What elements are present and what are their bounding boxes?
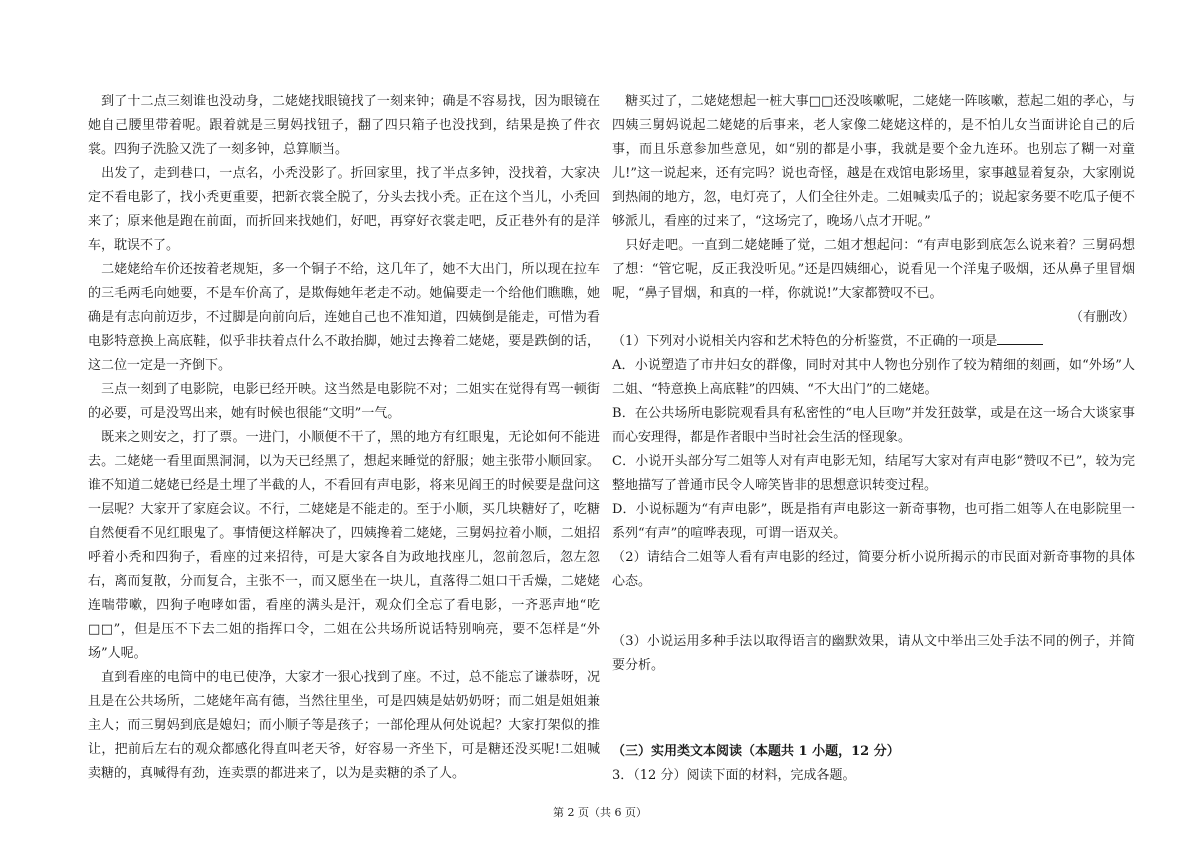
- right-column: [612, 90, 1135, 788]
- left-paragraph-5: 既来之则安之，打了票。一进门，小顺便不干了，黑的地方有红眼鬼，无论如何不能进去。二姥姥一看里面黑洞洞，以为天已经黑了，想起来睡觉的舒服；她主张带小顺回家。谁不知道二姥姥已经是土埋了半截的人，不看回有声电影，将来见阎王的时候要是盘问这一层呢？大家开了家庭会议。不行，二姥姥是不能走的。至于小顺，买几块糖好了，吃糖自然便看不见红眼鬼了。事情便这样解决了，四姨搀着二姥姥，三舅妈拉着小顺，二姐招呼着小秃和四狗子，看座的过来招待，可是大家各自为政地找座儿，忽前忽后，忽左忽右，离而复散，分而复合，主张不一，而又愿坐在一块儿，直落得二姐口干舌燥，二姥姥连喘带嗽，四狗子咆哮如雷，看座的满头是汗，观众们全忘了看电影，一齐恶声地“吃□□”，但是压不下去二姐的指挥口令，二姐在公共场所说话特别响亮，要不怎样是“外场”人呢。: [88, 430, 600, 661]
- left-paragraph-6: 直到看座的电筒中的电已使净，大家才一狠心找到了座。不过，总不能忘了谦恭呀，况且是在公共场所，二姥姥年高有德，当然往里坐，可是四姨是姑奶奶呀；而二姐是姐姐兼主人；而三舅妈到底是媳妇；而小顺子等是孩子；一部伦理从何处说起？大家打架似的推让，把前后左右的观众都感化得直叫老天爷，好容易一齐坐下，可是糖还没买呢!二姐喊卖糖的，真喊得有劲，连卖票的都进来了，以为是卖糖的杀了人。: [88, 670, 600, 781]
- question-1-text: （1）下列对小说相关内容和艺术特色的分析鉴赏，不正确的一项是: [612, 334, 998, 349]
- answer-blank: [997, 332, 1043, 345]
- left-column: [88, 90, 600, 786]
- question-1: [612, 330, 1135, 354]
- answer-space-2: [612, 594, 1135, 630]
- left-paragraph-2: 出发了，走到巷口，一点名，小秃没影了。折回家里，找了半点多钟，没找着，大家决定不看电影了，找小秃更重要，把新衣裳全脱了，分头去找小秃。正在这个当儿，小秃回来了；原来他是跑在前面，而折回来找她们，好吧，再穿好衣裳走吧，反正巷外有的是洋车，耽误不了。: [88, 166, 600, 253]
- option-d: D．小说标题为“有声电影”，既是指有声电影这一新奇事物，也可指二姐等人在电影院里一系列“有声”的喧哗表现，可谓一语双关。: [612, 502, 1135, 541]
- question-3: （3）小说运用多种手法以取得语言的幽默效果，请从文中举出三处手法不同的例子，并简要分析。: [612, 634, 1135, 673]
- left-paragraph-3: 二姥姥给车价还按着老规矩，多一个铜子不给，这几年了，她不大出门，所以现在拉车的三毛两毛向她要，不是车价高了，是欺侮她年老走不动。她偏要走一个给他们瞧瞧，她确是有志向前迈步，不过脚是向前向后，连她自己也不准知道，四姨倒是能走，可惜为看电影特意换上高底鞋，似乎非扶着点什么不敢抬脚，她过去搀着二姥姥，要是跌倒的话，这二位一定是一齐倒下。: [88, 262, 600, 373]
- source-note: （有删改）: [1069, 310, 1135, 325]
- page-footer: 第 2 页（共 6 页）: [553, 806, 647, 819]
- option-c: C．小说开头部分写二姐等人对有声电影无知，结尾写大家对有声电影“赞叹不已”，较为完整地描写了普通市民令人啼笑皆非的思想意识转变过程。: [612, 454, 1135, 493]
- right-paragraph-2: 只好走吧。一直到二姥姥睡了觉，二姐才想起问：“有声电影到底怎么说来着？三舅码想了想：“管它呢，反正我没听见。”还是四姨细心，说看见一个洋鬼子吸烟，还从鼻子里冒烟呢，“鼻子冒烟，和真的一样，你就说!”大家都赞叹不已。: [612, 238, 1135, 301]
- section-question-3: 3．（12 分）阅读下面的材料，完成各题。: [612, 768, 856, 783]
- question-2: （2）请结合二姐等人看有声电影的经过，简要分析小说所揭示的市民面对新奇事物的具体心态。: [612, 550, 1135, 589]
- answer-space-3: [612, 678, 1135, 740]
- option-a: A．小说塑造了市井妇女的群像，同时对其中人物也分别作了较为精细的刻画，如“外场”人二姐、“特意换上高底鞋”的四姨、“不大出门”的二姥姥。: [612, 358, 1135, 397]
- right-paragraph-1: 糖买过了，二姥姥想起一桩大事□□还没咳嗽呢，二姥姥一阵咳嗽，惹起二姐的孝心，与四姨三舅妈说起二姥姥的后事来，老人家像二姥姥这样的，是不怕儿女当面讲论自己的后事，而且乐意参加些意见，如“别的都是小事，我就是要个金九连环。也别忘了糊一对童儿!”这一说起来，还有完吗？说也奇怪，越是在戏馆电影场里，家事越显着复杂，大家刚说到热闹的地方，忽，电灯亮了，人们全往外走。二姐喊卖瓜子的；说起家务要不吃瓜子便不够派儿，看座的过来了，“这场完了，晚场八点才开呢。”: [612, 94, 1135, 229]
- section-title: （三）实用类文本阅读（本题共 1 小题，12 分）: [612, 744, 900, 759]
- left-paragraph-4: 三点一刻到了电影院，电影已经开映。这当然是电影院不对；二姐实在觉得有骂一顿街的必要，可是没骂出来，她有时候也很能“文明”一气。: [88, 382, 600, 421]
- left-paragraph-1: 到了十二点三刻谁也没动身，二姥姥找眼镜找了一刻来钟；确是不容易找，因为眼镜在她自己腰里带着呢。跟着就是三舅妈找钮子，翻了四只箱子也没找到，结果是换了件衣裳。四狗子洗脸又洗了一刻多钟，总算顺当。: [88, 94, 600, 157]
- option-b: B．在公共场所电影院观看具有私密性的“电人巨吻”并发狂鼓掌，或是在这一场合大谈家事而心安理得，都是作者眼中当时社会生活的怪现象。: [612, 406, 1135, 445]
